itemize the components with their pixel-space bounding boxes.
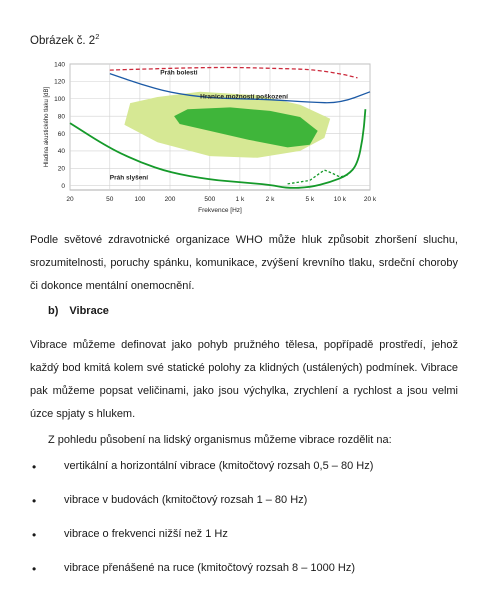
list-item-text: vibrace o frekvenci nižší než 1 Hz <box>64 528 228 540</box>
y-axis-title: Hladina akustického tlaku [dB] <box>44 86 50 168</box>
figure-caption-footnote: 2 <box>95 32 100 41</box>
section-heading-vibrace: b) Vibrace <box>48 305 109 317</box>
x-tick-label: 100 <box>134 196 146 203</box>
hearing-chart-svg <box>30 58 390 218</box>
series-label-hranice: Hranice možností poškození <box>200 93 288 101</box>
x-tick-label: 200 <box>164 196 176 203</box>
paragraph-vibrace: Vibrace můžeme definovat jako pohyb pružného tělesa, popřípadě prostředí, jehož každý bod kmitá kolem své statické polohy za klidných (ustálených) podmínek. Vibrace pak můžeme popsat veličinami, jako jsou výchylka, zrychlení a rychlost a jsou velmi úzce spjaty s hlukem. <box>30 339 458 420</box>
x-tick-label: 500 <box>204 196 216 203</box>
x-tick-label: 20 <box>66 196 74 203</box>
x-tick-label: 10 k <box>333 196 347 203</box>
x-tick-label: 50 <box>106 196 114 203</box>
series-label-prah-bolesti: Práh bolesti <box>160 69 198 77</box>
list-bullet: • <box>32 528 37 542</box>
list-bullet: • <box>32 562 37 576</box>
y-tick-label: 120 <box>54 78 65 86</box>
list-item-text: vertikální a horizontální vibrace (kmitočtový rozsah 0,5 – 80 Hz) <box>64 460 374 472</box>
x-tick-label: 5 k <box>305 196 315 203</box>
y-tick-label: 60 <box>57 130 65 138</box>
x-tick-label: 2 k <box>265 196 275 203</box>
series-label-prah-slyseni: Práh slyšení <box>109 174 149 182</box>
y-tick-label: 0 <box>61 182 65 190</box>
figure-caption <box>30 32 99 47</box>
list-bullet: • <box>32 460 37 474</box>
paragraph-pohled: Z pohledu působení na lidský organismus můžeme vibrace rozdělit na: <box>48 434 392 446</box>
list-item-text: vibrace v budovách (kmitočtový rozsah 1 – 80 Hz) <box>64 494 308 506</box>
y-tick-label: 40 <box>57 148 65 156</box>
list-item-text: vibrace přenášené na ruce (kmitočtový rozsah 8 – 1000 Hz) <box>64 562 356 574</box>
y-tick-label: 20 <box>57 165 65 173</box>
x-tick-label: 1 k <box>235 196 245 203</box>
y-tick-label: 80 <box>57 113 65 121</box>
list-bullet: • <box>32 494 37 508</box>
y-tick-label: 140 <box>54 61 65 69</box>
paragraph-who: Podle světové zdravotnické organizace WHO může hluk způsobit zhoršení sluchu, srozumitelnosti, poruchy spánku, komunikace, zvýšení krevního tlaku, srdeční choroby či dokonce mentální onemocnění. <box>30 234 458 292</box>
x-tick-label: 20 k <box>363 196 377 203</box>
x-axis-title: Frekvence [Hz] <box>198 207 242 214</box>
figure-caption-text: Obrázek č. 2 <box>30 34 96 47</box>
y-tick-label: 100 <box>54 96 65 104</box>
hearing-chart <box>30 58 390 218</box>
